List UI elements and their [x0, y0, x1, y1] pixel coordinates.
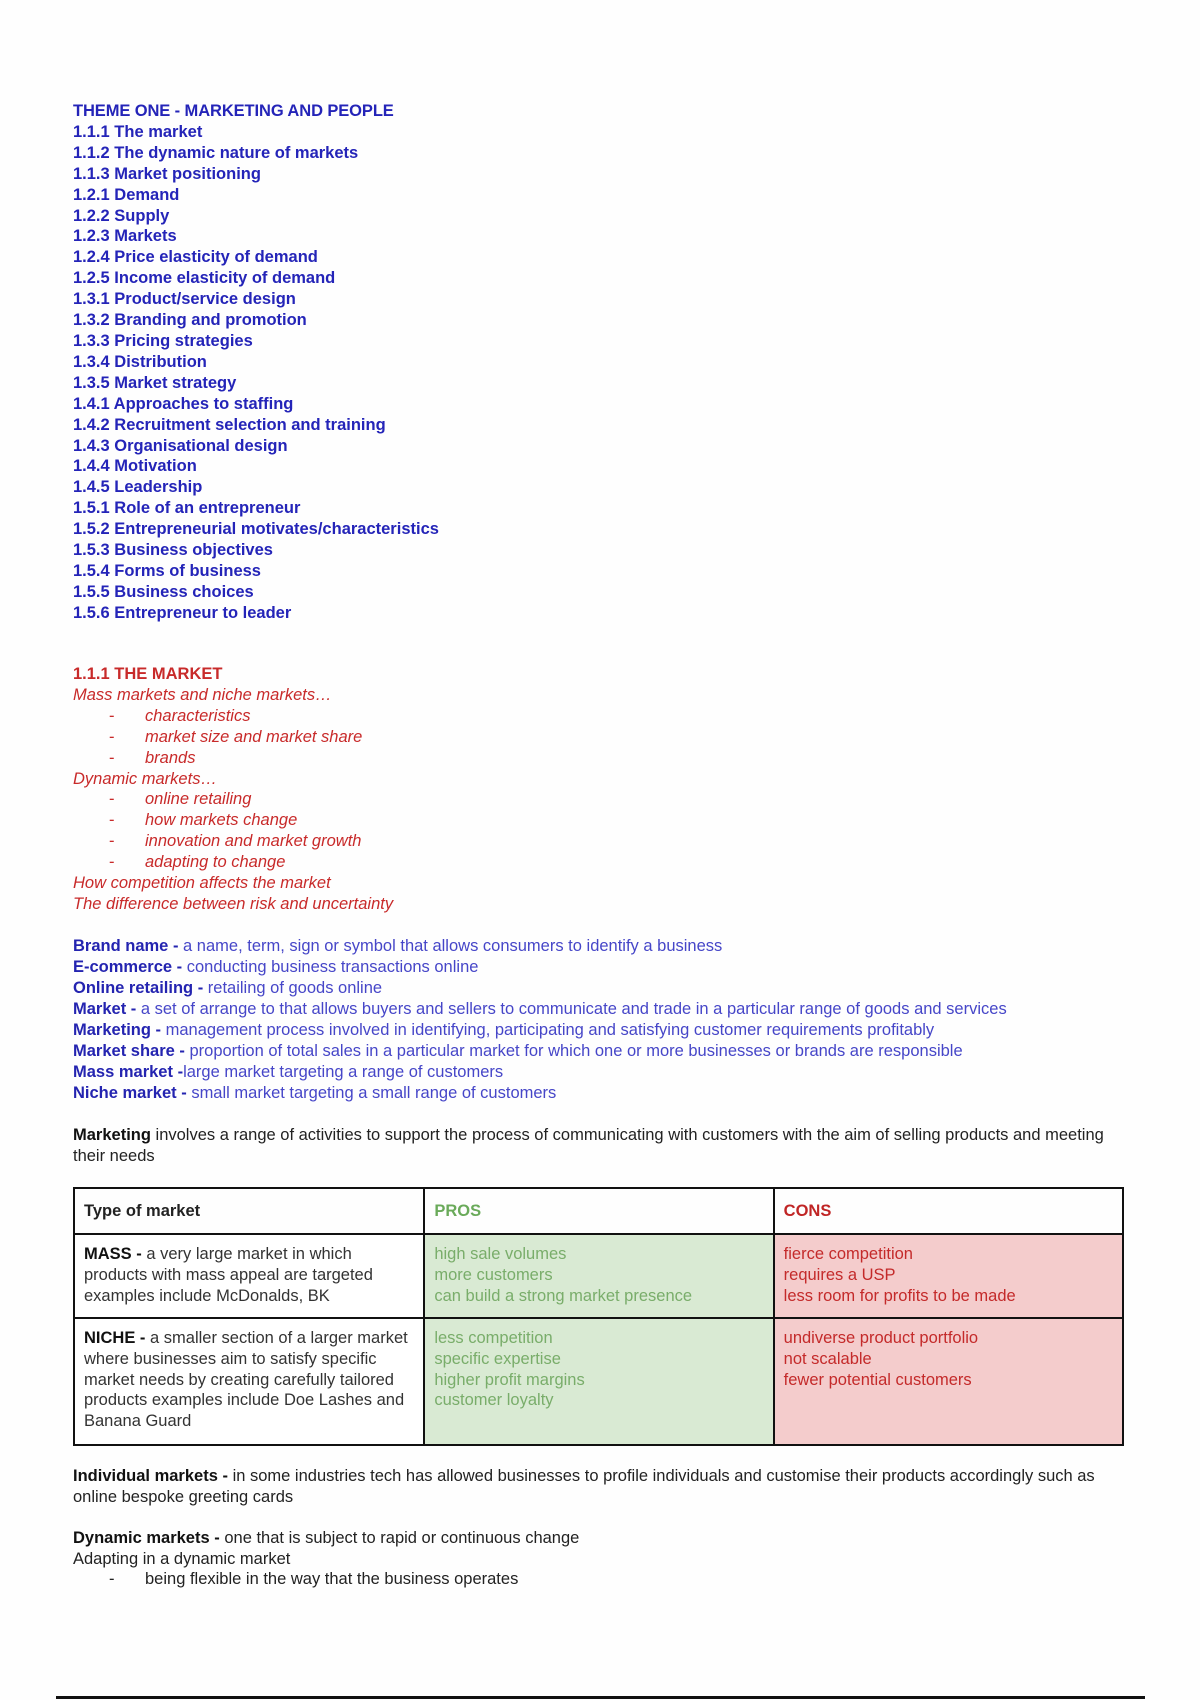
- dash-bullet-icon: -: [109, 832, 115, 851]
- paragraph-separator: -: [217, 1467, 233, 1485]
- toc-item[interactable]: 1.4.5 Leadership: [73, 478, 203, 497]
- market-type-desc: a very large market in which products with mass appeal are targeted examples include McDonalds, BK: [84, 1245, 373, 1305]
- dash-bullet-icon: -: [109, 1570, 115, 1588]
- bullet-text: characteristics: [145, 706, 251, 725]
- cons-cell: [774, 1318, 1123, 1445]
- market-type-name: NICHE: [84, 1329, 136, 1347]
- bullet-text: innovation and market growth: [145, 832, 362, 851]
- column-header-type: Type of market: [74, 1188, 424, 1234]
- toc-item[interactable]: 1.4.4 Motivation: [73, 457, 197, 476]
- toc-item[interactable]: 1.3.4 Distribution: [73, 352, 207, 371]
- bullet-text: online retailing: [145, 790, 252, 809]
- paragraph-text: involves a range of activities to support the process of communicating with customers with the aim of selling products and meeting their needs: [73, 1126, 1104, 1165]
- dash-bullet-icon: -: [109, 790, 115, 809]
- toc-title: THEME ONE - MARKETING AND PEOPLE: [73, 102, 394, 120]
- market-type-cell: [74, 1234, 424, 1318]
- toc-item[interactable]: 1.3.1 Product/service design: [73, 290, 296, 309]
- bullet-text: being flexible in the way that the business operates: [145, 1570, 519, 1588]
- paragraph-term: Marketing: [73, 1126, 151, 1144]
- bullet-item: [73, 810, 393, 831]
- toc-item[interactable]: 1.2.1 Demand: [73, 185, 180, 204]
- pro-item: higher profit margins: [434, 1370, 585, 1389]
- definition-separator: -: [150, 1021, 166, 1039]
- con-item: less room for profits to be made: [783, 1286, 1016, 1305]
- toc-item[interactable]: 1.4.1 Approaches to staffing: [73, 394, 294, 413]
- market-type-separator: -: [135, 1329, 151, 1347]
- paragraph-term: Dynamic markets: [73, 1529, 210, 1547]
- definition-row: [73, 936, 1153, 957]
- definition-row: [73, 957, 1153, 978]
- definition-separator: -: [193, 979, 208, 997]
- con-item: not scalable: [783, 1349, 872, 1368]
- toc-item[interactable]: 1.5.5 Business choices: [73, 582, 254, 601]
- con-item: requires a USP: [783, 1265, 896, 1284]
- definition-term: Brand name: [73, 937, 169, 955]
- definition-term: Market: [73, 1000, 127, 1018]
- definition-separator: -: [176, 1084, 192, 1102]
- pro-item: can build a strong market presence: [434, 1286, 693, 1305]
- definition-text: small market targeting a small range of customers: [191, 1084, 557, 1102]
- toc-item[interactable]: 1.2.2 Supply: [73, 206, 170, 225]
- pro-item: specific expertise: [434, 1349, 561, 1368]
- page-bottom-divider: [56, 1696, 1145, 1699]
- toc-item[interactable]: 1.5.2 Entrepreneurial motivates/characteristics: [73, 520, 439, 539]
- cons-cell: [774, 1234, 1123, 1318]
- dynamic-definition-line: [73, 1528, 1133, 1549]
- definition-text: management process involved in identifying, participating and satisfying customer requirements profitably: [165, 1021, 935, 1039]
- bullet-text: brands: [145, 748, 196, 767]
- market-type-desc: a smaller section of a larger market where businesses aim to satisfy specific market needs by creating carefully tailored products examples include Doe Lashes and Banana Guard: [84, 1329, 408, 1431]
- definition-row: [73, 999, 1153, 1020]
- pros-cell: [424, 1318, 773, 1445]
- dynamic-markets-paragraph: [73, 1528, 1133, 1590]
- definition-text: a set of arrange to that allows buyers and sellers to communicate and trade in a particular range of goods and services: [140, 1000, 1007, 1018]
- definition-text: proportion of total sales in a particular market for which one or more businesses or brands are responsible: [189, 1042, 963, 1060]
- bullet-item: [73, 852, 393, 873]
- bullet-text: adapting to change: [145, 853, 286, 872]
- definition-separator: -: [174, 1042, 190, 1060]
- toc-item[interactable]: 1.5.6 Entrepreneur to leader: [73, 603, 292, 622]
- toc-item[interactable]: 1.3.5 Market strategy: [73, 373, 237, 392]
- table-row: [74, 1318, 1123, 1445]
- paragraph-line: Adapting in a dynamic market: [73, 1549, 291, 1568]
- section-line: How competition affects the market: [73, 874, 331, 893]
- section-line: The difference between risk and uncertainty: [73, 894, 394, 913]
- toc-item[interactable]: 1.5.4 Forms of business: [73, 561, 261, 580]
- section-subheading: Mass markets and niche markets…: [73, 685, 332, 704]
- toc-item[interactable]: 1.1.2 The dynamic nature of markets: [73, 143, 359, 162]
- market-type-name: MASS: [84, 1245, 132, 1263]
- definition-separator: -: [168, 937, 184, 955]
- bullet-item: [73, 748, 393, 769]
- dash-bullet-icon: -: [109, 706, 115, 725]
- definition-term: Online retailing: [73, 979, 194, 997]
- paragraph-term: Individual markets: [73, 1467, 218, 1485]
- definition-row: [73, 1083, 1153, 1104]
- definition-text: a name, term, sign or symbol that allows consumers to identify a business: [183, 937, 723, 955]
- market-type-cell: [74, 1318, 424, 1445]
- con-item: undiverse product portfolio: [783, 1329, 979, 1347]
- definition-term: Market share: [73, 1042, 175, 1060]
- section-subheading: Dynamic markets…: [73, 769, 217, 788]
- definitions-list: [73, 936, 1153, 1104]
- paragraph-separator: -: [209, 1529, 225, 1547]
- column-header-cons: CONS: [774, 1188, 1123, 1234]
- definition-row: [73, 1041, 1153, 1062]
- toc-item[interactable]: 1.1.3 Market positioning: [73, 164, 261, 183]
- pro-item: more customers: [434, 1265, 553, 1284]
- bullet-text: how markets change: [145, 811, 298, 830]
- bullet-item: [73, 727, 393, 748]
- definition-separator: -: [126, 1000, 141, 1018]
- table-header-row: [74, 1188, 1123, 1234]
- market-types-table: [73, 1187, 1124, 1446]
- toc-item[interactable]: 1.5.3 Business objectives: [73, 541, 273, 560]
- pros-cell: [424, 1234, 773, 1318]
- section-title: 1.1.1 THE MARKET: [73, 665, 223, 683]
- toc-item[interactable]: 1.1.1 The market: [73, 122, 203, 141]
- definition-text: retailing of goods online: [207, 979, 383, 997]
- toc-item[interactable]: 1.4.3 Organisational design: [73, 436, 288, 455]
- definition-row: [73, 978, 1153, 999]
- toc-item[interactable]: 1.3.3 Pricing strategies: [73, 331, 253, 350]
- toc-item[interactable]: 1.3.2 Branding and promotion: [73, 311, 307, 330]
- table-row: [74, 1234, 1123, 1318]
- dash-bullet-icon: -: [109, 748, 115, 767]
- bullet-item: [73, 831, 393, 852]
- definition-term: Niche market: [73, 1084, 177, 1102]
- toc-item[interactable]: 1.2.3 Markets: [73, 227, 177, 246]
- definition-separator: -: [172, 958, 187, 976]
- market-type-separator: -: [131, 1245, 147, 1263]
- toc-item[interactable]: 1.2.5 Income elasticity of demand: [73, 269, 336, 288]
- dash-bullet-icon: -: [109, 811, 115, 830]
- definition-text: conducting business transactions online: [186, 958, 479, 976]
- bullet-text: market size and market share: [145, 727, 363, 746]
- bullet-item: [73, 1569, 1133, 1590]
- definition-text: large market targeting a range of customers: [183, 1063, 504, 1081]
- pro-item: less competition: [434, 1329, 553, 1347]
- dash-bullet-icon: -: [109, 853, 115, 872]
- section-the-market: [73, 664, 393, 915]
- definition-term: Mass market: [73, 1063, 173, 1081]
- individual-markets-paragraph: [73, 1466, 1133, 1507]
- bullet-item: [73, 706, 393, 727]
- pro-item: customer loyalty: [434, 1391, 554, 1410]
- con-item: fierce competition: [783, 1245, 913, 1263]
- toc-item[interactable]: 1.5.1 Role of an entrepreneur: [73, 499, 301, 518]
- paragraph-text: one that is subject to rapid or continuous change: [224, 1529, 580, 1547]
- con-item: fewer potential customers: [783, 1370, 972, 1389]
- definition-row: [73, 1062, 1153, 1083]
- paragraph-text: in some industries tech has allowed businesses to profile individuals and customise their products accordingly such as online bespoke greeting cards: [73, 1467, 1095, 1506]
- column-header-pros: PROS: [424, 1188, 773, 1234]
- toc-item[interactable]: 1.2.4 Price elasticity of demand: [73, 248, 318, 267]
- bullet-item: [73, 789, 393, 810]
- pro-item: high sale volumes: [434, 1245, 567, 1263]
- definition-term: Marketing: [73, 1021, 151, 1039]
- marketing-paragraph: [73, 1125, 1133, 1166]
- definition-separator: -: [172, 1063, 184, 1081]
- toc-item[interactable]: 1.4.2 Recruitment selection and training: [73, 415, 386, 434]
- definition-row: [73, 1020, 1153, 1041]
- table-of-contents: [73, 101, 439, 624]
- dash-bullet-icon: -: [109, 727, 115, 746]
- definition-term: E-commerce: [73, 958, 173, 976]
